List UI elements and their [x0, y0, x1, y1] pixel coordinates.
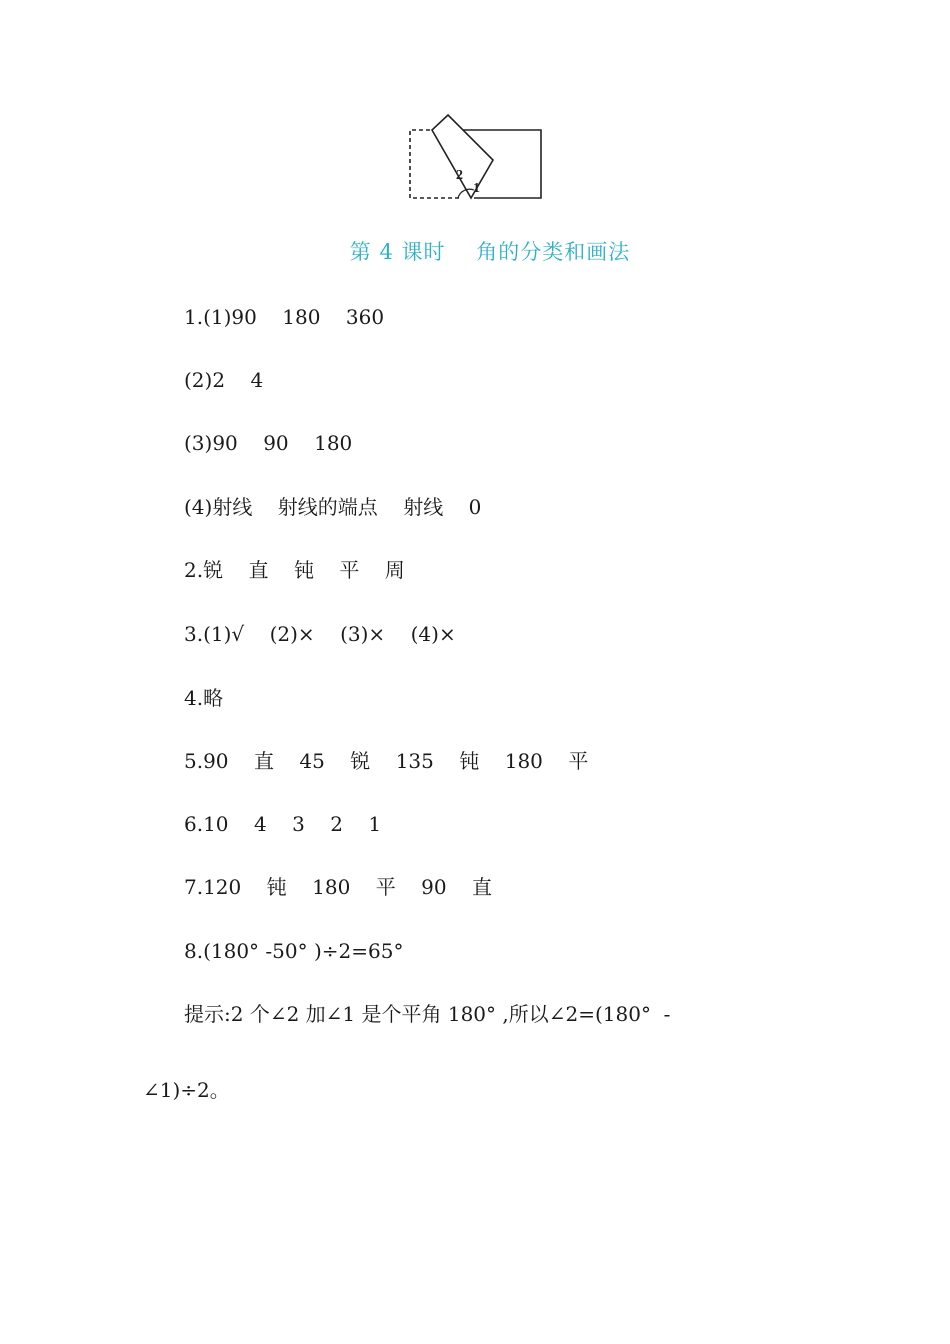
- folded-flap: [432, 115, 493, 198]
- angle-2-label: 2: [456, 168, 463, 183]
- folded-paper-diagram: [404, 110, 546, 204]
- answer-line-9: 6.10 4 3 2 1: [184, 812, 382, 836]
- hint-line-continued: ∠1)÷2。: [143, 1078, 230, 1102]
- hint-line: 提示:2 个∠2 加∠1 是个平角 180° ,所以∠2=(180° -: [184, 1002, 671, 1026]
- answer-line-10: 7.120 钝 180 平 90 直: [184, 875, 493, 899]
- answer-line-1: 1.(1)90 180 360: [184, 305, 385, 329]
- answer-line-7: 4.略: [184, 686, 224, 710]
- lesson-title: 第 4 课时 角的分类和画法: [349, 240, 631, 264]
- folded-paper-figure: [404, 110, 546, 204]
- answer-line-4: (4)射线 射线的端点 射线 0: [184, 495, 482, 519]
- answer-line-6: 3.(1)√ (2)× (3)× (4)×: [184, 622, 456, 646]
- answer-line-2: (2)2 4: [184, 368, 264, 392]
- answer-line-8: 5.90 直 45 锐 135 钝 180 平: [184, 749, 589, 773]
- answer-line-3: (3)90 90 180: [184, 431, 353, 455]
- answer-line-11: 8.(180° -50° )÷2=65°: [184, 939, 404, 963]
- answer-line-5: 2.锐 直 钝 平 周: [184, 558, 405, 582]
- angle-1-label: 1: [473, 181, 480, 196]
